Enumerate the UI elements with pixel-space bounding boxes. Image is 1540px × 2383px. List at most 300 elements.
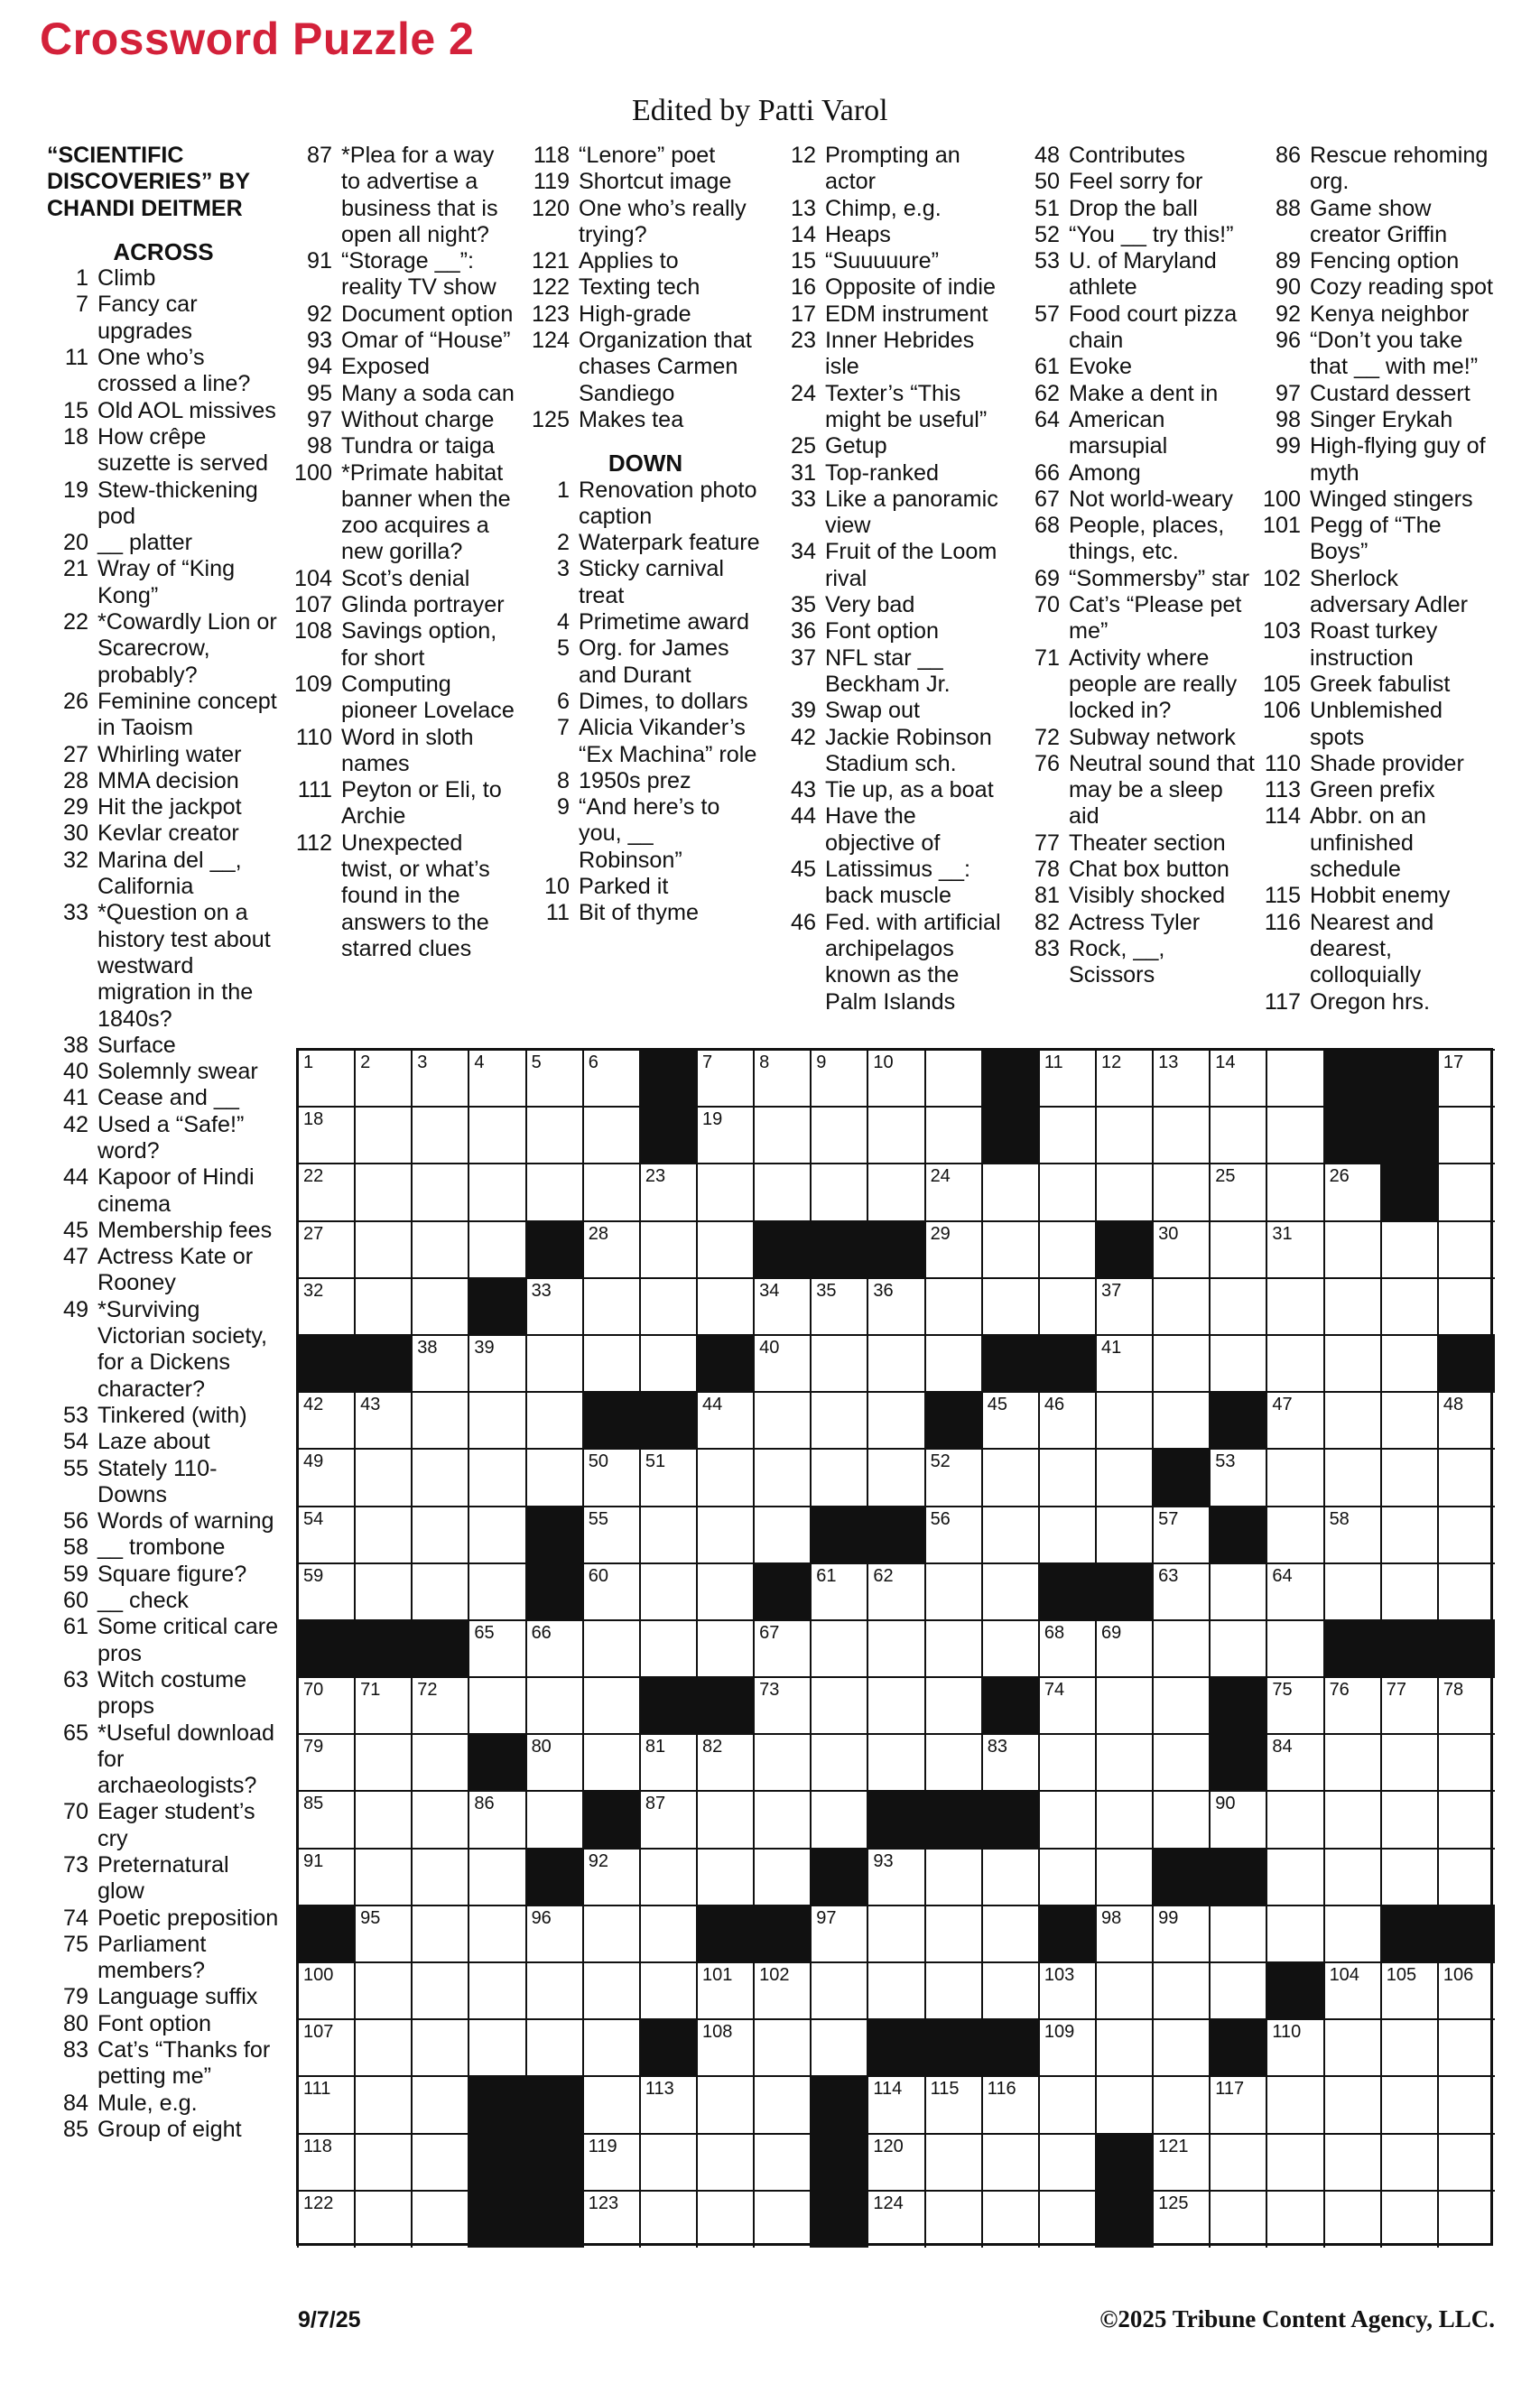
grid-cell[interactable] bbox=[411, 1448, 468, 1506]
grid-cell[interactable] bbox=[1323, 2133, 1381, 2191]
grid-cell[interactable] bbox=[525, 1790, 583, 1848]
grid-cell[interactable] bbox=[924, 1049, 982, 1107]
grid-cell[interactable] bbox=[354, 1848, 412, 1905]
grid-cell[interactable] bbox=[753, 1334, 811, 1392]
grid-cell[interactable] bbox=[696, 1619, 754, 1677]
grid-cell[interactable] bbox=[1095, 1619, 1153, 1677]
grid-cell[interactable] bbox=[1437, 1106, 1495, 1164]
grid-cell[interactable] bbox=[924, 1220, 982, 1278]
grid-cell[interactable] bbox=[354, 1049, 412, 1107]
grid-cell[interactable] bbox=[354, 2075, 412, 2133]
grid-cell[interactable] bbox=[582, 2133, 640, 2191]
grid-cell[interactable] bbox=[1209, 2190, 1266, 2248]
grid-cell[interactable] bbox=[354, 1905, 412, 1962]
grid-cell[interactable] bbox=[1380, 1790, 1438, 1848]
grid-cell[interactable] bbox=[1152, 1676, 1210, 1734]
grid-cell[interactable] bbox=[1380, 2075, 1438, 2133]
grid-cell[interactable] bbox=[1380, 1391, 1438, 1449]
grid-cell[interactable] bbox=[696, 1106, 754, 1164]
grid-cell[interactable] bbox=[411, 1905, 468, 1962]
grid-cell[interactable] bbox=[297, 2018, 355, 2076]
grid-cell[interactable] bbox=[753, 1277, 811, 1335]
grid-cell[interactable] bbox=[297, 1049, 355, 1107]
grid-cell[interactable] bbox=[525, 1163, 583, 1220]
grid-cell[interactable] bbox=[1266, 1277, 1323, 1335]
grid-cell[interactable] bbox=[525, 1049, 583, 1107]
grid-cell[interactable] bbox=[525, 1391, 583, 1449]
grid-cell[interactable] bbox=[696, 1049, 754, 1107]
grid-cell[interactable] bbox=[924, 2133, 982, 2191]
grid-cell[interactable] bbox=[411, 1277, 468, 1335]
grid-cell[interactable] bbox=[981, 2190, 1039, 2248]
grid-cell[interactable] bbox=[810, 1676, 867, 1734]
grid-cell[interactable] bbox=[1095, 1848, 1153, 1905]
grid-cell[interactable] bbox=[582, 1220, 640, 1278]
grid-cell[interactable] bbox=[411, 1790, 468, 1848]
grid-cell[interactable] bbox=[1380, 1733, 1438, 1791]
grid-cell[interactable] bbox=[1323, 1220, 1381, 1278]
grid-cell[interactable] bbox=[1038, 2075, 1096, 2133]
grid-cell[interactable] bbox=[867, 1848, 924, 1905]
grid-cell[interactable] bbox=[1266, 2133, 1323, 2191]
grid-cell[interactable] bbox=[1152, 2018, 1210, 2076]
grid-cell[interactable] bbox=[1209, 1220, 1266, 1278]
grid-cell[interactable] bbox=[981, 1562, 1039, 1620]
grid-cell[interactable] bbox=[1038, 1220, 1096, 1278]
grid-cell[interactable] bbox=[1323, 1961, 1381, 2019]
grid-cell[interactable] bbox=[1038, 1733, 1096, 1791]
grid-cell[interactable] bbox=[1152, 1049, 1210, 1107]
grid-cell[interactable] bbox=[1437, 1277, 1495, 1335]
grid-cell[interactable] bbox=[1380, 1506, 1438, 1563]
grid-cell[interactable] bbox=[696, 2190, 754, 2248]
grid-cell[interactable] bbox=[1152, 1391, 1210, 1449]
grid-cell[interactable] bbox=[1152, 1506, 1210, 1563]
grid-cell[interactable] bbox=[810, 1562, 867, 1620]
grid-cell[interactable] bbox=[525, 1676, 583, 1734]
grid-cell[interactable] bbox=[582, 1961, 640, 2019]
grid-cell[interactable] bbox=[1380, 1277, 1438, 1335]
grid-cell[interactable] bbox=[981, 2133, 1039, 2191]
grid-cell[interactable] bbox=[981, 1448, 1039, 1506]
grid-cell[interactable] bbox=[867, 1391, 924, 1449]
grid-cell[interactable] bbox=[1209, 1106, 1266, 1164]
grid-cell[interactable] bbox=[1323, 1506, 1381, 1563]
grid-cell[interactable] bbox=[696, 1790, 754, 1848]
grid-cell[interactable] bbox=[1323, 1905, 1381, 1962]
grid-cell[interactable] bbox=[924, 1277, 982, 1335]
grid-cell[interactable] bbox=[411, 1163, 468, 1220]
grid-cell[interactable] bbox=[582, 1676, 640, 1734]
grid-cell[interactable] bbox=[297, 1106, 355, 1164]
grid-cell[interactable] bbox=[1152, 1619, 1210, 1677]
grid-cell[interactable] bbox=[1152, 1733, 1210, 1791]
grid-cell[interactable] bbox=[867, 1905, 924, 1962]
grid-cell[interactable] bbox=[639, 1961, 697, 2019]
grid-cell[interactable] bbox=[297, 1790, 355, 1848]
grid-cell[interactable] bbox=[753, 1506, 811, 1563]
grid-cell[interactable] bbox=[354, 2133, 412, 2191]
grid-cell[interactable] bbox=[1209, 1905, 1266, 1962]
grid-cell[interactable] bbox=[354, 2018, 412, 2076]
grid-cell[interactable] bbox=[1095, 1049, 1153, 1107]
grid-cell[interactable] bbox=[867, 1619, 924, 1677]
grid-cell[interactable] bbox=[582, 1848, 640, 1905]
grid-cell[interactable] bbox=[1038, 1448, 1096, 1506]
grid-cell[interactable] bbox=[354, 1676, 412, 1734]
grid-cell[interactable] bbox=[867, 1961, 924, 2019]
grid-cell[interactable] bbox=[1038, 1676, 1096, 1734]
grid-cell[interactable] bbox=[1095, 1506, 1153, 1563]
grid-cell[interactable] bbox=[354, 1733, 412, 1791]
grid-cell[interactable] bbox=[981, 1619, 1039, 1677]
grid-cell[interactable] bbox=[1437, 2133, 1495, 2191]
grid-cell[interactable] bbox=[468, 1391, 525, 1449]
grid-cell[interactable] bbox=[1038, 2133, 1096, 2191]
grid-cell[interactable] bbox=[867, 1163, 924, 1220]
grid-cell[interactable] bbox=[639, 1277, 697, 1335]
grid-cell[interactable] bbox=[297, 1733, 355, 1791]
grid-cell[interactable] bbox=[1266, 2018, 1323, 2076]
grid-cell[interactable] bbox=[867, 1676, 924, 1734]
grid-cell[interactable] bbox=[411, 2018, 468, 2076]
grid-cell[interactable] bbox=[297, 1448, 355, 1506]
grid-cell[interactable] bbox=[1152, 2075, 1210, 2133]
grid-cell[interactable] bbox=[297, 1562, 355, 1620]
grid-cell[interactable] bbox=[867, 1277, 924, 1335]
grid-cell[interactable] bbox=[1152, 1562, 1210, 1620]
grid-cell[interactable] bbox=[753, 1733, 811, 1791]
grid-cell[interactable] bbox=[582, 1905, 640, 1962]
grid-cell[interactable] bbox=[639, 1163, 697, 1220]
grid-cell[interactable] bbox=[1095, 1277, 1153, 1335]
grid-cell[interactable] bbox=[1380, 1220, 1438, 1278]
grid-cell[interactable] bbox=[297, 1163, 355, 1220]
grid-cell[interactable] bbox=[1038, 1619, 1096, 1677]
grid-cell[interactable] bbox=[1266, 1106, 1323, 1164]
grid-cell[interactable] bbox=[1437, 2190, 1495, 2248]
grid-cell[interactable] bbox=[411, 1106, 468, 1164]
grid-cell[interactable] bbox=[1209, 1049, 1266, 1107]
grid-cell[interactable] bbox=[525, 1106, 583, 1164]
grid-cell[interactable] bbox=[525, 1277, 583, 1335]
grid-cell[interactable] bbox=[1152, 1334, 1210, 1392]
grid-cell[interactable] bbox=[297, 1848, 355, 1905]
grid-cell[interactable] bbox=[582, 2190, 640, 2248]
grid-cell[interactable] bbox=[1038, 2018, 1096, 2076]
grid-cell[interactable] bbox=[639, 1905, 697, 1962]
grid-cell[interactable] bbox=[1437, 1506, 1495, 1563]
grid-cell[interactable] bbox=[1095, 1106, 1153, 1164]
grid-cell[interactable] bbox=[582, 2075, 640, 2133]
grid-cell[interactable] bbox=[354, 1163, 412, 1220]
grid-cell[interactable] bbox=[810, 1391, 867, 1449]
grid-cell[interactable] bbox=[753, 2075, 811, 2133]
grid-cell[interactable] bbox=[1266, 1790, 1323, 1848]
grid-cell[interactable] bbox=[1095, 1961, 1153, 2019]
grid-cell[interactable] bbox=[297, 2133, 355, 2191]
grid-cell[interactable] bbox=[525, 1334, 583, 1392]
grid-cell[interactable] bbox=[582, 1334, 640, 1392]
grid-cell[interactable] bbox=[1437, 1220, 1495, 1278]
grid-cell[interactable] bbox=[297, 1676, 355, 1734]
grid-cell[interactable] bbox=[1038, 1848, 1096, 1905]
grid-cell[interactable] bbox=[1437, 1562, 1495, 1620]
grid-cell[interactable] bbox=[1038, 1163, 1096, 1220]
grid-cell[interactable] bbox=[297, 2075, 355, 2133]
grid-cell[interactable] bbox=[753, 1619, 811, 1677]
grid-cell[interactable] bbox=[468, 1848, 525, 1905]
grid-cell[interactable] bbox=[924, 2075, 982, 2133]
grid-cell[interactable] bbox=[753, 2190, 811, 2248]
grid-cell[interactable] bbox=[696, 2075, 754, 2133]
grid-cell[interactable] bbox=[1266, 1334, 1323, 1392]
grid-cell[interactable] bbox=[1209, 2075, 1266, 2133]
grid-cell[interactable] bbox=[1095, 1905, 1153, 1962]
grid-cell[interactable] bbox=[582, 1106, 640, 1164]
grid-cell[interactable] bbox=[639, 1790, 697, 1848]
grid-cell[interactable] bbox=[981, 1733, 1039, 1791]
grid-cell[interactable] bbox=[468, 1619, 525, 1677]
grid-cell[interactable] bbox=[639, 1733, 697, 1791]
grid-cell[interactable] bbox=[639, 1619, 697, 1677]
grid-cell[interactable] bbox=[525, 1448, 583, 1506]
grid-cell[interactable] bbox=[1152, 2133, 1210, 2191]
grid-cell[interactable] bbox=[867, 1448, 924, 1506]
grid-cell[interactable] bbox=[354, 2190, 412, 2248]
grid-cell[interactable] bbox=[582, 1562, 640, 1620]
grid-cell[interactable] bbox=[1266, 1049, 1323, 1107]
grid-cell[interactable] bbox=[411, 1961, 468, 2019]
grid-cell[interactable] bbox=[1095, 2075, 1153, 2133]
grid-cell[interactable] bbox=[1323, 2018, 1381, 2076]
grid-cell[interactable] bbox=[1380, 1676, 1438, 1734]
grid-cell[interactable] bbox=[1323, 1848, 1381, 1905]
grid-cell[interactable] bbox=[1038, 1391, 1096, 1449]
grid-cell[interactable] bbox=[1095, 1676, 1153, 1734]
grid-cell[interactable] bbox=[354, 1562, 412, 1620]
grid-cell[interactable] bbox=[639, 2190, 697, 2248]
grid-cell[interactable] bbox=[1323, 2075, 1381, 2133]
grid-cell[interactable] bbox=[582, 1506, 640, 1563]
grid-cell[interactable] bbox=[753, 1448, 811, 1506]
grid-cell[interactable] bbox=[297, 1961, 355, 2019]
grid-cell[interactable] bbox=[582, 1277, 640, 1335]
grid-cell[interactable] bbox=[1266, 1391, 1323, 1449]
grid-cell[interactable] bbox=[1266, 1905, 1323, 1962]
grid-cell[interactable] bbox=[468, 1506, 525, 1563]
grid-cell[interactable] bbox=[1437, 1790, 1495, 1848]
grid-cell[interactable] bbox=[1437, 2075, 1495, 2133]
grid-cell[interactable] bbox=[867, 2133, 924, 2191]
grid-cell[interactable] bbox=[582, 1619, 640, 1677]
grid-cell[interactable] bbox=[1152, 2190, 1210, 2248]
grid-cell[interactable] bbox=[411, 1334, 468, 1392]
grid-cell[interactable] bbox=[1038, 1277, 1096, 1335]
grid-cell[interactable] bbox=[354, 1220, 412, 1278]
grid-cell[interactable] bbox=[1095, 1448, 1153, 1506]
grid-cell[interactable] bbox=[1323, 1448, 1381, 1506]
grid-cell[interactable] bbox=[1209, 1562, 1266, 1620]
grid-cell[interactable] bbox=[1209, 1334, 1266, 1392]
grid-cell[interactable] bbox=[867, 1049, 924, 1107]
grid-cell[interactable] bbox=[411, 1220, 468, 1278]
grid-cell[interactable] bbox=[753, 2018, 811, 2076]
grid-cell[interactable] bbox=[924, 1619, 982, 1677]
grid-cell[interactable] bbox=[924, 1562, 982, 1620]
grid-cell[interactable] bbox=[753, 1391, 811, 1449]
grid-cell[interactable] bbox=[1209, 1619, 1266, 1677]
grid-cell[interactable] bbox=[297, 1220, 355, 1278]
grid-cell[interactable] bbox=[1095, 1163, 1153, 1220]
grid-cell[interactable] bbox=[1380, 1961, 1438, 2019]
grid-cell[interactable] bbox=[468, 1448, 525, 1506]
grid-cell[interactable] bbox=[354, 1391, 412, 1449]
grid-cell[interactable] bbox=[867, 2075, 924, 2133]
grid-cell[interactable] bbox=[1437, 1676, 1495, 1734]
grid-cell[interactable] bbox=[582, 2018, 640, 2076]
grid-cell[interactable] bbox=[1380, 1848, 1438, 1905]
grid-cell[interactable] bbox=[696, 1391, 754, 1449]
grid-cell[interactable] bbox=[639, 1506, 697, 1563]
grid-cell[interactable] bbox=[468, 1220, 525, 1278]
grid-cell[interactable] bbox=[468, 1961, 525, 2019]
grid-cell[interactable] bbox=[1152, 1163, 1210, 1220]
grid-cell[interactable] bbox=[753, 1049, 811, 1107]
grid-cell[interactable] bbox=[924, 1106, 982, 1164]
grid-cell[interactable] bbox=[924, 1448, 982, 1506]
grid-cell[interactable] bbox=[1152, 1220, 1210, 1278]
grid-cell[interactable] bbox=[1266, 1676, 1323, 1734]
grid-cell[interactable] bbox=[1380, 2018, 1438, 2076]
grid-cell[interactable] bbox=[810, 1049, 867, 1107]
grid-cell[interactable] bbox=[1095, 1790, 1153, 1848]
grid-cell[interactable] bbox=[981, 1163, 1039, 1220]
grid-cell[interactable] bbox=[411, 2133, 468, 2191]
grid-cell[interactable] bbox=[411, 1848, 468, 1905]
grid-cell[interactable] bbox=[1437, 2018, 1495, 2076]
grid-cell[interactable] bbox=[696, 2133, 754, 2191]
grid-cell[interactable] bbox=[354, 1506, 412, 1563]
grid-cell[interactable] bbox=[696, 1961, 754, 2019]
grid-cell[interactable] bbox=[981, 1220, 1039, 1278]
grid-cell[interactable] bbox=[1266, 1562, 1323, 1620]
grid-cell[interactable] bbox=[696, 2018, 754, 2076]
grid-cell[interactable] bbox=[1038, 2190, 1096, 2248]
grid-cell[interactable] bbox=[753, 1961, 811, 2019]
grid-cell[interactable] bbox=[1095, 1391, 1153, 1449]
grid-cell[interactable] bbox=[810, 2018, 867, 2076]
grid-cell[interactable] bbox=[924, 1506, 982, 1563]
grid-cell[interactable] bbox=[696, 1448, 754, 1506]
grid-cell[interactable] bbox=[411, 1733, 468, 1791]
grid-cell[interactable] bbox=[981, 2075, 1039, 2133]
grid-cell[interactable] bbox=[810, 1106, 867, 1164]
grid-cell[interactable] bbox=[1266, 1163, 1323, 1220]
grid-cell[interactable] bbox=[1323, 2190, 1381, 2248]
grid-cell[interactable] bbox=[981, 1277, 1039, 1335]
grid-cell[interactable] bbox=[525, 1733, 583, 1791]
grid-cell[interactable] bbox=[354, 1448, 412, 1506]
grid-cell[interactable] bbox=[1038, 1049, 1096, 1107]
grid-cell[interactable] bbox=[639, 1220, 697, 1278]
grid-cell[interactable] bbox=[411, 2190, 468, 2248]
grid-cell[interactable] bbox=[468, 1163, 525, 1220]
grid-cell[interactable] bbox=[924, 1733, 982, 1791]
grid-cell[interactable] bbox=[1266, 2190, 1323, 2248]
grid-cell[interactable] bbox=[468, 1334, 525, 1392]
grid-cell[interactable] bbox=[696, 1163, 754, 1220]
grid-cell[interactable] bbox=[1266, 1448, 1323, 1506]
grid-cell[interactable] bbox=[354, 1106, 412, 1164]
grid-cell[interactable] bbox=[810, 1790, 867, 1848]
grid-cell[interactable] bbox=[1437, 1733, 1495, 1791]
grid-cell[interactable] bbox=[582, 1049, 640, 1107]
grid-cell[interactable] bbox=[468, 1790, 525, 1848]
grid-cell[interactable] bbox=[696, 1562, 754, 1620]
grid-cell[interactable] bbox=[1209, 1790, 1266, 1848]
crossword-grid[interactable] bbox=[297, 1049, 1494, 2247]
grid-cell[interactable] bbox=[411, 2075, 468, 2133]
grid-cell[interactable] bbox=[753, 1790, 811, 1848]
grid-cell[interactable] bbox=[753, 1848, 811, 1905]
grid-cell[interactable] bbox=[1323, 1163, 1381, 1220]
grid-cell[interactable] bbox=[1038, 1790, 1096, 1848]
grid-cell[interactable] bbox=[411, 1562, 468, 1620]
grid-cell[interactable] bbox=[810, 1334, 867, 1392]
grid-cell[interactable] bbox=[354, 1961, 412, 2019]
grid-cell[interactable] bbox=[981, 1506, 1039, 1563]
grid-cell[interactable] bbox=[639, 1562, 697, 1620]
grid-cell[interactable] bbox=[1380, 1448, 1438, 1506]
grid-cell[interactable] bbox=[810, 1961, 867, 2019]
grid-cell[interactable] bbox=[867, 1334, 924, 1392]
grid-cell[interactable] bbox=[924, 1848, 982, 1905]
grid-cell[interactable] bbox=[924, 1905, 982, 1962]
grid-cell[interactable] bbox=[1266, 1220, 1323, 1278]
grid-cell[interactable] bbox=[810, 1905, 867, 1962]
grid-cell[interactable] bbox=[297, 1506, 355, 1563]
grid-cell[interactable] bbox=[468, 1562, 525, 1620]
grid-cell[interactable] bbox=[810, 1619, 867, 1677]
grid-cell[interactable] bbox=[1095, 1334, 1153, 1392]
grid-cell[interactable] bbox=[753, 2133, 811, 2191]
grid-cell[interactable] bbox=[1152, 1106, 1210, 1164]
grid-cell[interactable] bbox=[753, 1163, 811, 1220]
grid-cell[interactable] bbox=[1380, 1562, 1438, 1620]
grid-cell[interactable] bbox=[981, 1905, 1039, 1962]
grid-cell[interactable] bbox=[525, 1619, 583, 1677]
grid-cell[interactable] bbox=[354, 1277, 412, 1335]
grid-cell[interactable] bbox=[468, 1049, 525, 1107]
grid-cell[interactable] bbox=[867, 1562, 924, 1620]
grid-cell[interactable] bbox=[1209, 1163, 1266, 1220]
grid-cell[interactable] bbox=[411, 1506, 468, 1563]
grid-cell[interactable] bbox=[525, 1905, 583, 1962]
grid-cell[interactable] bbox=[1323, 1676, 1381, 1734]
grid-cell[interactable] bbox=[867, 1733, 924, 1791]
grid-cell[interactable] bbox=[696, 1277, 754, 1335]
grid-cell[interactable] bbox=[696, 1733, 754, 1791]
grid-cell[interactable] bbox=[582, 1448, 640, 1506]
grid-cell[interactable] bbox=[582, 1733, 640, 1791]
grid-cell[interactable] bbox=[1380, 2133, 1438, 2191]
grid-cell[interactable] bbox=[1209, 1277, 1266, 1335]
grid-cell[interactable] bbox=[1209, 1448, 1266, 1506]
grid-cell[interactable] bbox=[1266, 1848, 1323, 1905]
grid-cell[interactable] bbox=[981, 1391, 1039, 1449]
grid-cell[interactable] bbox=[1209, 2133, 1266, 2191]
